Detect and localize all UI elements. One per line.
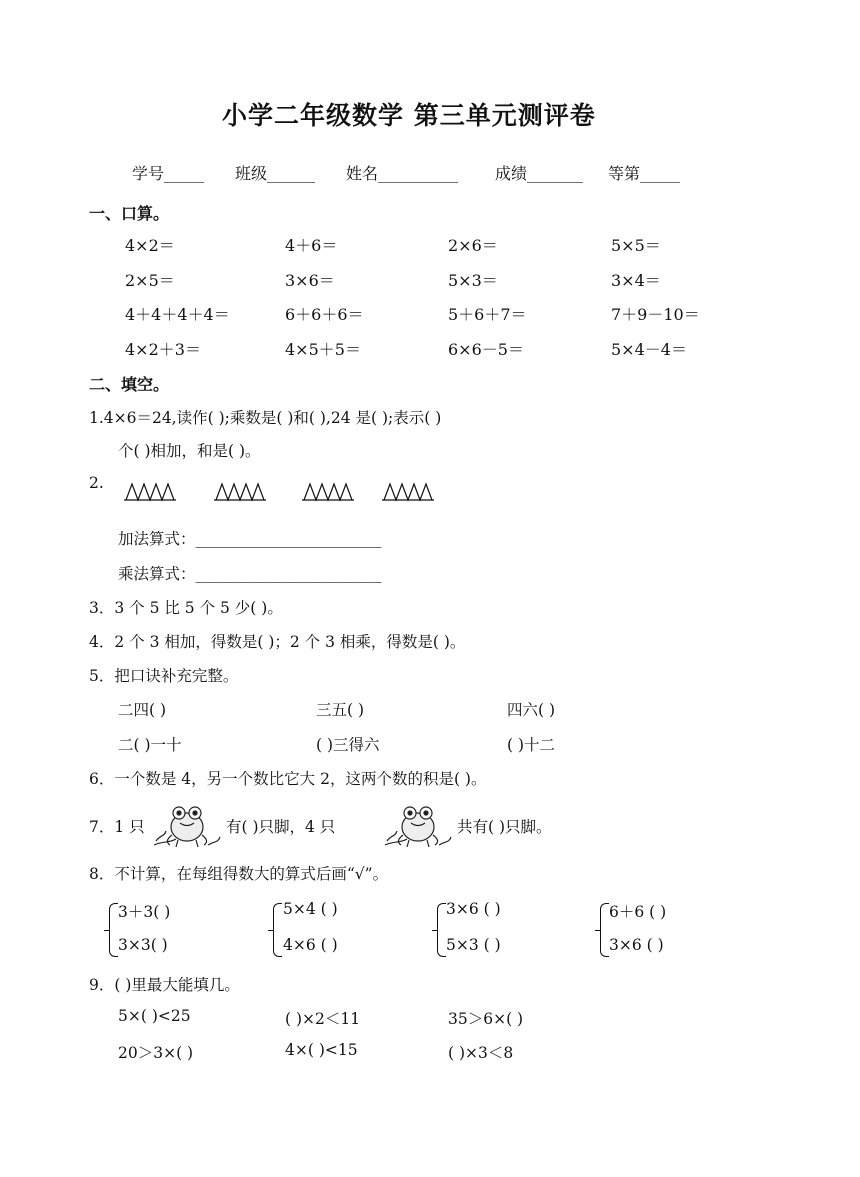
problem-cell: 5＋6＋7＝ xyxy=(448,305,527,324)
max-fill-item: 4×( )<15 xyxy=(285,1041,358,1059)
brace-icon xyxy=(109,903,118,957)
name-field[interactable]: 姓名__________ xyxy=(346,164,459,183)
section-heading-mental-math: 一、口算。 xyxy=(89,204,170,223)
question-6: 6．一个数是 4，另一个数比它大 2，这两个数的积是( )。 xyxy=(89,770,487,788)
compare-item[interactable]: 4×6 ( ) xyxy=(283,936,338,954)
zigzag-group-2 xyxy=(216,484,264,500)
score-field[interactable]: 成绩_______ xyxy=(495,164,584,183)
problem-cell: 5×3＝ xyxy=(448,271,498,290)
compare-item[interactable]: 3×3( ) xyxy=(118,936,168,954)
zigzag-group-4 xyxy=(384,484,432,500)
rhyme-blank: ( )十二 xyxy=(507,736,556,754)
question-8: 8．不计算，在每组得数大的算式后画“√”。 xyxy=(89,865,389,883)
problem-cell: 5×4－4＝ xyxy=(611,340,687,359)
problem-cell: 5×5＝ xyxy=(611,236,661,255)
question-3: 3．3 个 5 比 5 个 5 少( )。 xyxy=(89,599,283,617)
rhyme-blank: 二四( ) xyxy=(118,701,167,719)
problem-cell: 2×5＝ xyxy=(125,271,175,290)
problem-cell: 3×6＝ xyxy=(285,271,335,290)
max-fill-item: 20＞3×( ) xyxy=(118,1044,194,1062)
problem-cell: 6×6－5＝ xyxy=(448,340,524,359)
max-fill-item: 5×( )<25 xyxy=(118,1007,191,1025)
rhyme-blank: 二( )一十 xyxy=(118,736,182,754)
rhyme-blank: 四六( ) xyxy=(507,701,556,719)
compare-item[interactable]: 5×4 ( ) xyxy=(283,900,338,918)
question-9: 9．( )里最大能填几。 xyxy=(89,976,240,994)
max-fill-item: ( )×3＜8 xyxy=(448,1044,514,1062)
question-2-number: 2. xyxy=(89,474,104,492)
multiplication-expression-field[interactable]: 乘法算式：________________________ xyxy=(118,565,382,583)
problem-cell: 2×6＝ xyxy=(448,236,498,255)
rhyme-blank: ( )三得六 xyxy=(316,736,380,754)
addition-expression-field[interactable]: 加法算式：________________________ xyxy=(118,530,382,548)
problem-cell: 3×4＝ xyxy=(611,271,661,290)
problem-cell: 4×2＝ xyxy=(125,236,175,255)
compare-item[interactable]: 3×6 ( ) xyxy=(609,936,664,954)
compare-item[interactable]: 6＋6 ( ) xyxy=(609,903,667,921)
max-fill-item: ( )×2＜11 xyxy=(285,1010,361,1028)
frog-icon xyxy=(383,801,453,849)
brace-icon xyxy=(273,903,282,957)
problem-cell: 4＋6＝ xyxy=(285,236,338,255)
question-7-part-b: 有( )只脚，4 只 xyxy=(226,818,336,836)
question-7-part-c: 共有( )只脚。 xyxy=(457,818,552,836)
problem-cell: 6＋6＋6＝ xyxy=(285,305,364,324)
brace-icon xyxy=(600,903,609,957)
rhyme-blank: 三五( ) xyxy=(316,701,365,719)
problem-cell: 4＋4＋4＋4＝ xyxy=(125,305,230,324)
compare-item[interactable]: 3＋3( ) xyxy=(118,903,171,921)
question-4: 4．2 个 3 相加，得数是( )；2 个 3 相乘，得数是( )。 xyxy=(89,633,466,651)
student-id-field[interactable]: 学号_____ xyxy=(132,164,205,183)
compare-item[interactable]: 3×6 ( ) xyxy=(446,900,501,918)
max-fill-item: 35＞6×( ) xyxy=(448,1010,524,1028)
zigzag-group-1 xyxy=(126,484,174,500)
zigzag-group-3 xyxy=(304,484,352,500)
frog-icon xyxy=(152,801,222,849)
question-1-line-1: 1.4×6＝24,读作( );乘数是( )和( ),24 是( );表示( ) xyxy=(89,409,442,427)
question-7-part-a: 7．1 只 xyxy=(89,818,145,836)
problem-cell: 7＋9－10＝ xyxy=(611,305,700,324)
question-1-line-2: 个( )相加，和是( )。 xyxy=(118,442,261,460)
brace-icon xyxy=(437,903,446,957)
question-5: 5．把口诀补充完整。 xyxy=(89,667,239,685)
grade-field[interactable]: 等第_____ xyxy=(608,164,681,183)
compare-item[interactable]: 5×3 ( ) xyxy=(446,936,501,954)
zigzag-groups-image xyxy=(124,480,444,504)
problem-cell: 4×2＋3＝ xyxy=(125,340,201,359)
section-heading-fill-blank: 二、填空。 xyxy=(89,375,170,394)
page-title: 小学二年级数学 第三单元测评卷 xyxy=(222,101,596,130)
class-field[interactable]: 班级______ xyxy=(235,164,316,183)
problem-cell: 4×5＋5＝ xyxy=(285,340,361,359)
